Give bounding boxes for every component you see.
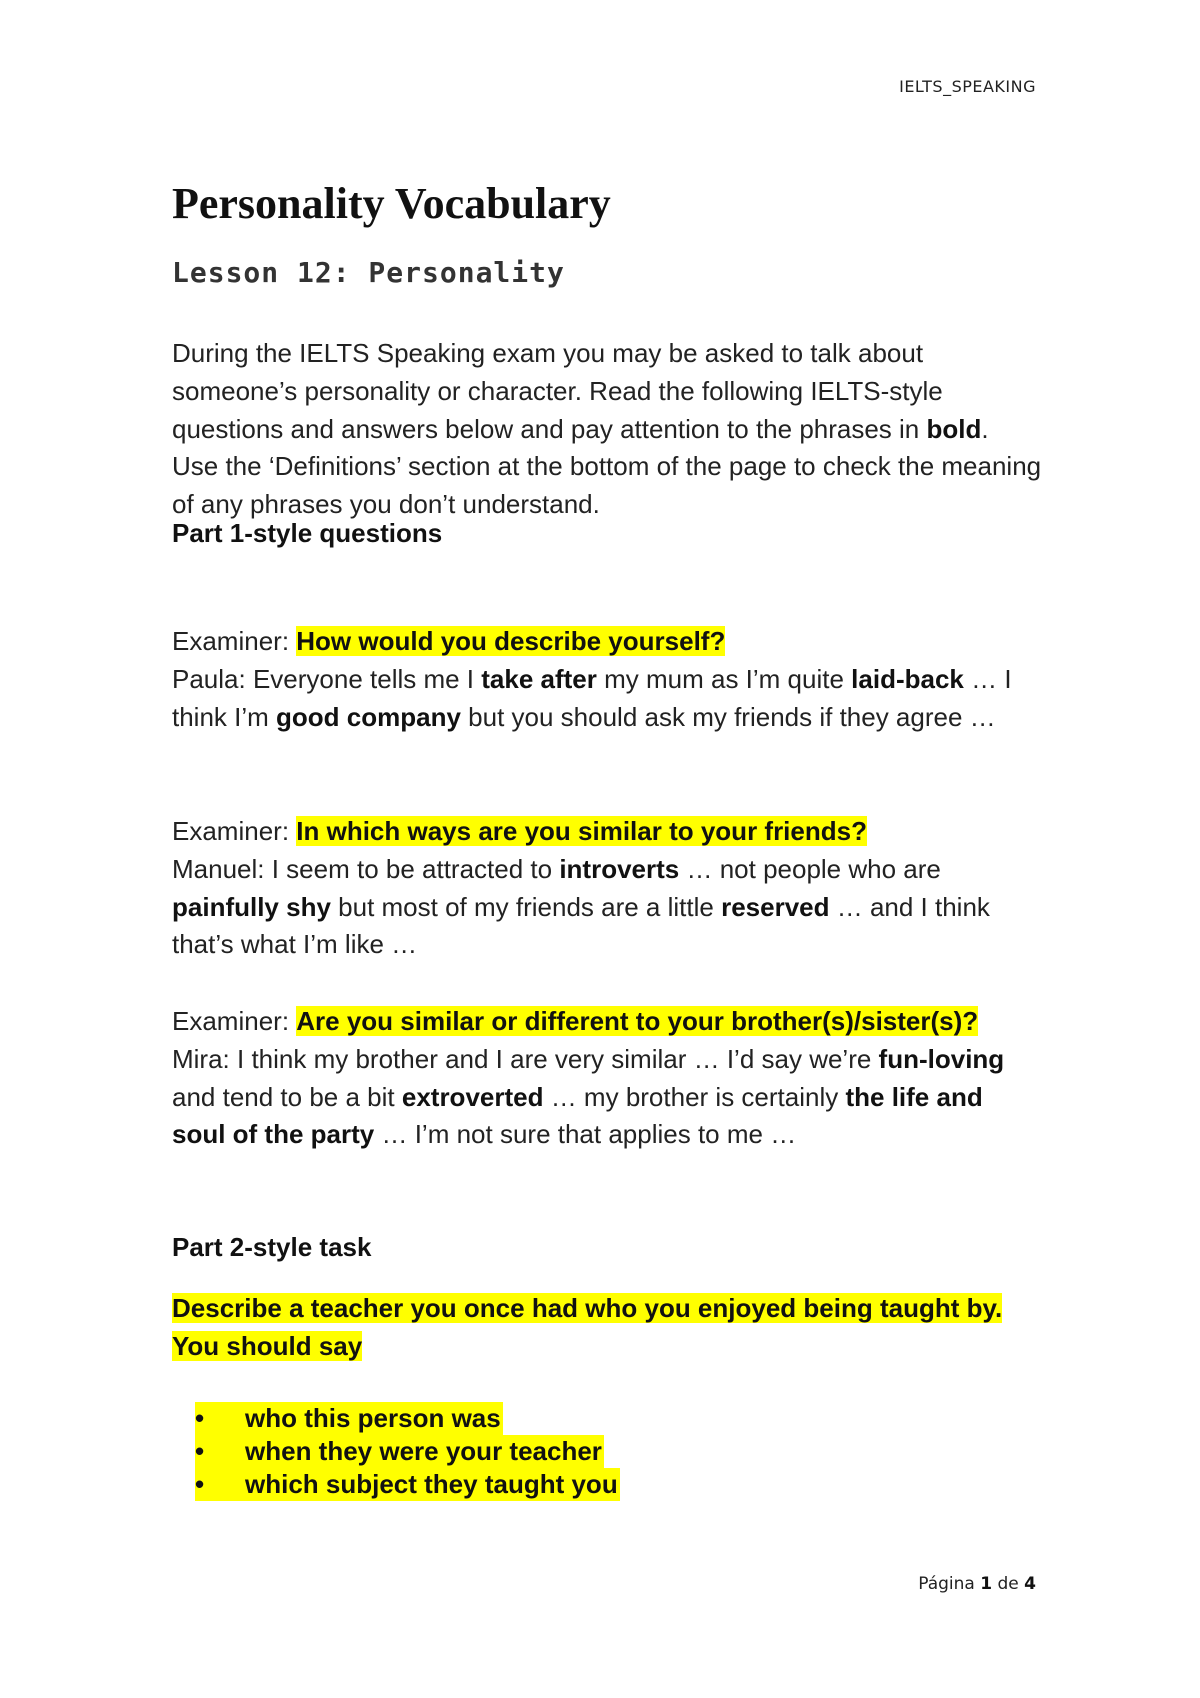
examiner-label: Examiner: — [172, 816, 297, 846]
task-bullet-list — [195, 1402, 620, 1501]
qa-block-2: Examiner: In which ways are you similar to your friends? Manuel: I seem to be attracted to introverts … not people who are painfully shy but most of my friends are a little reserved … and I think that’s what I’m like … — [172, 816, 990, 960]
page-footer: Página 1 de 4 — [918, 1574, 1036, 1594]
qa-block-3: Examiner: Are you similar or different to your brother(s)/sister(s)? Mira: I think my brother and I are very similar … I’d say we’re fun-loving and tend to be a bit extroverted … my brother is certainly the life and soul of the party … I’m not sure that applies to me … — [172, 1006, 1005, 1150]
question-highlight: Are you similar or different to your brother(s)/sister(s)? — [296, 1006, 979, 1036]
intro-paragraph: During the IELTS Speaking exam you may be asked to talk about someone’s personality or character. Read the following IELTS-style questions and answers below and pay attention to the phrases in bold. Use the ‘Definitions’ section at the bottom of the page to check the meaning of any phrases you don’t understand. — [172, 338, 1042, 520]
qa-block-1: Examiner: How would you describe yourself? Paula: Everyone tells me I take after my mum as I’m quite laid-back … I think I’m good company but you should ask my friends if they agree … — [172, 626, 1012, 732]
part1-heading: Part 1-style questions — [172, 518, 443, 548]
examiner-label: Examiner: — [172, 626, 297, 656]
list-item: • when they were your teacher — [195, 1436, 602, 1466]
question-highlight: In which ways are you similar to your friends? — [296, 816, 867, 846]
part2-heading: Part 2-style task — [172, 1232, 372, 1262]
question-highlight: How would you describe yourself? — [296, 626, 726, 656]
list-item: • who this person was — [195, 1403, 501, 1433]
part2-task: Describe a teacher you once had who you enjoyed being taught by. You should say — [172, 1293, 1003, 1361]
bullet-icon: • — [195, 1469, 205, 1499]
lesson-subtitle: Lesson 12: Personality — [172, 256, 565, 289]
list-item: • which subject they taught you — [195, 1469, 618, 1499]
page-header: IELTS_SPEAKING — [899, 77, 1036, 96]
bullet-icon: • — [195, 1403, 205, 1433]
bullet-icon: • — [195, 1436, 205, 1466]
examiner-label: Examiner: — [172, 1006, 297, 1036]
page-title: Personality Vocabulary — [172, 179, 611, 228]
